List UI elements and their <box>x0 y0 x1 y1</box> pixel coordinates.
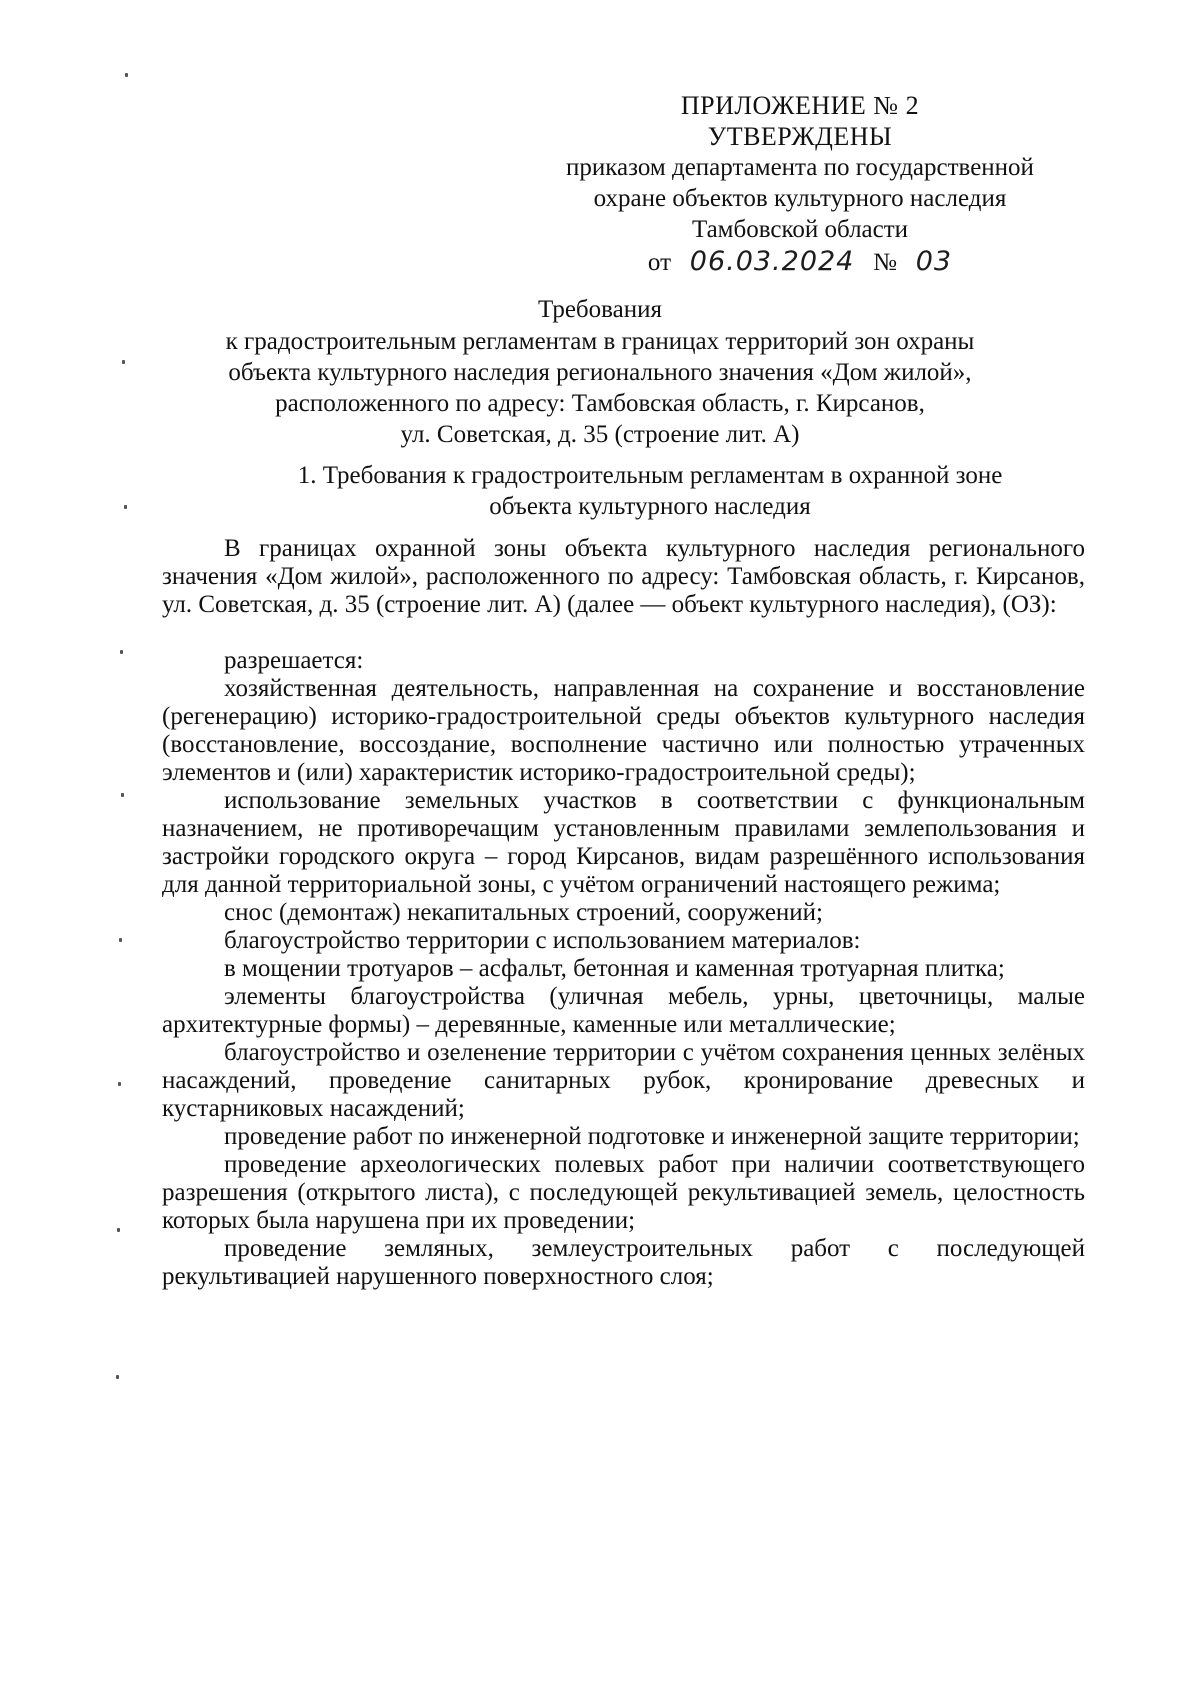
scan-speck <box>125 73 128 77</box>
list-item: использование земельных участков в соответствии с функциональным назначением, не противоречащим установленным правилами землепользования и застройки городского округа – город Кирсанов, видам разрешённого использования для данной территориальной зоны, с учётом ограничений настоящего режима; <box>162 787 1085 898</box>
title-line: расположенного по адресу: Тамбовская область, г. Кирсанов, <box>275 390 925 417</box>
intro-paragraph: В границах охранной зоны объекта культурного наследия регионального значения «Дом жилой», расположенного по адресу: Тамбовская область, г. Кирсанов, ул. Советская, д. 35 (строение лит. А) (далее — объект культурного наследия), (ОЗ): <box>162 535 1085 618</box>
date-prefix: от <box>647 249 672 276</box>
order-line: Тамбовской области <box>691 216 909 243</box>
order-line: охране объектов культурного наследия <box>593 185 1007 212</box>
list-item: проведение земляных, землеустроительных работ с последующей рекультивацией нарушенного поверхностного слоя; <box>162 1235 1085 1290</box>
appendix-number: ПРИЛОЖЕНИЕ № 2 <box>680 91 920 120</box>
scan-speck <box>119 938 122 942</box>
handwritten-date: 06.03.2024 <box>689 246 855 277</box>
list-item: хозяйственная деятельность, направленная на сохранение и восстановление (регенерацию) историко-градостроительной среды объектов культурного наследия (восстановление, воссоздание, восполнение частично или полностью утраченных элементов и (или) характеристик историко-градостроительной среды); <box>162 675 1085 786</box>
approved-heading: УТВЕРЖДЕНЫ <box>707 122 893 151</box>
document-body <box>162 535 1085 1291</box>
number-sign: № <box>873 249 897 276</box>
list-item: проведение археологических полевых работ при наличии соответствующего разрешения (открытого листа), с последующей рекультивацией земель, целостность которых была нарушена при их проведении; <box>162 1151 1085 1234</box>
list-item: элементы благоустройства (уличная мебель, урны, цветочницы, малые архитектурные формы) – деревянные, каменные или металлические; <box>162 983 1085 1038</box>
list-item: благоустройство территории с использованием материалов: <box>224 927 861 954</box>
order-line: приказом департамента по государственной <box>566 154 1034 181</box>
scan-speck <box>124 505 127 509</box>
order-date-line <box>520 246 1080 278</box>
scan-speck <box>117 1228 120 1232</box>
list-item: снос (демонтаж) некапитальных строений, сооружений; <box>224 899 823 926</box>
section-heading-line: 1. Требования к градостроительным регламентам в охранной зоне <box>297 462 1003 489</box>
list-item: в мощении тротуаров – асфальт, бетонная и каменная тротуарная плитка; <box>224 955 1005 982</box>
scan-speck <box>120 650 123 654</box>
section-heading <box>250 460 1050 522</box>
title-name: Требования <box>538 296 662 323</box>
document-title <box>150 294 1050 450</box>
list-item: проведение работ по инженерной подготовке и инженерной защите территории; <box>224 1123 1080 1150</box>
scan-speck <box>116 1375 119 1379</box>
approval-block <box>520 90 1080 278</box>
title-line: объекта культурного наследия регионального значения «Дом жилой», <box>228 359 972 386</box>
handwritten-number: 03 <box>915 246 953 277</box>
permitted-label: разрешается: <box>224 647 364 674</box>
title-line: ул. Советская, д. 35 (строение лит. А) <box>400 421 800 448</box>
scan-speck <box>122 360 125 364</box>
scan-speck <box>118 1082 121 1086</box>
scan-speck <box>121 793 124 797</box>
section-heading-line: объекта культурного наследия <box>489 493 811 520</box>
title-line: к градостроительным регламентам в границах территорий зон охраны <box>225 328 975 355</box>
list-item: благоустройство и озеленение территории с учётом сохранения ценных зелёных насаждений, проведение санитарных рубок, кронирование древесных и кустарниковых насаждений; <box>162 1039 1085 1122</box>
